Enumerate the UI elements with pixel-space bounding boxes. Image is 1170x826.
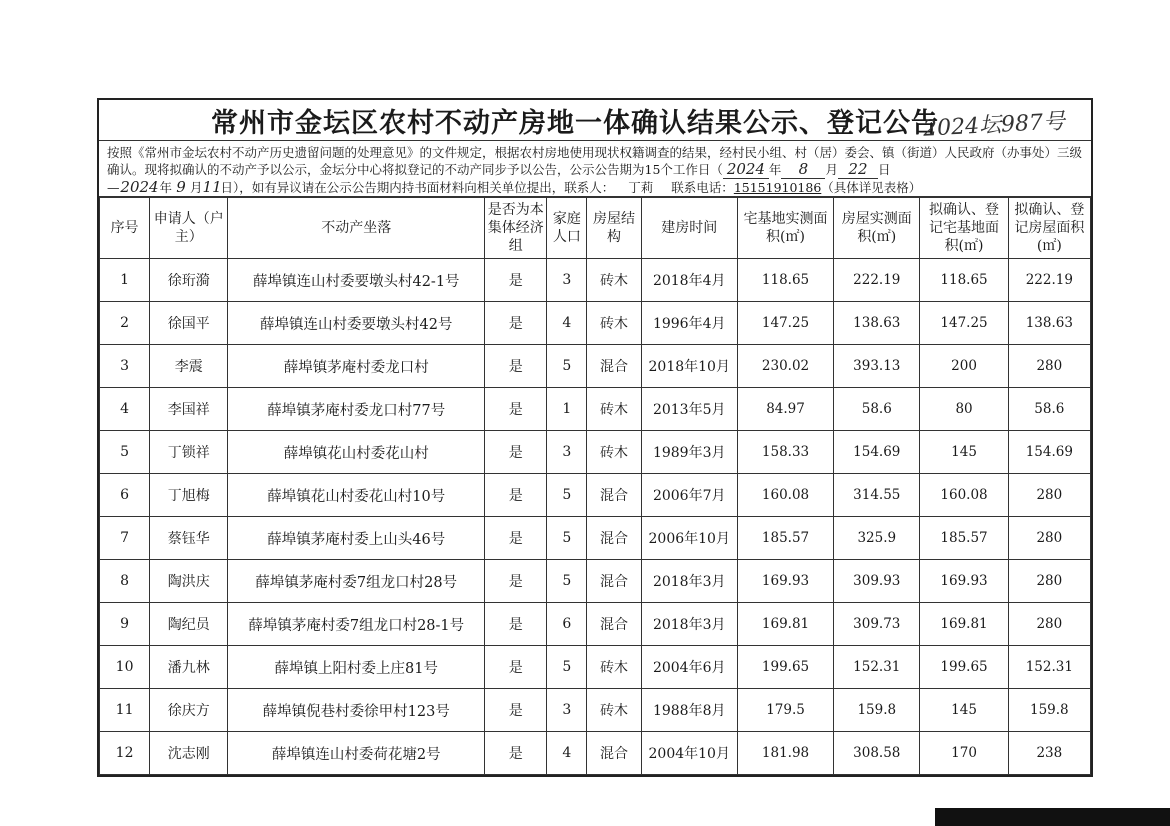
day-label: 日 — [877, 162, 891, 177]
table-body — [100, 259, 1091, 775]
end-month: 9 — [172, 179, 190, 197]
cell-confirmed-land: 145 — [920, 431, 1008, 474]
cell-applicant: 丁旭梅 — [150, 474, 228, 517]
cell-location: 薛埠镇倪巷村委徐甲村123号 — [228, 689, 485, 732]
cell-confirmed-land: 160.08 — [920, 474, 1008, 517]
start-year: 2024 — [723, 161, 769, 179]
cell-house-area: 309.93 — [834, 560, 920, 603]
cell-build-time: 2018年3月 — [641, 603, 737, 646]
cell-structure: 混合 — [587, 732, 641, 775]
cell-household: 4 — [547, 732, 587, 775]
cell-seq: 6 — [100, 474, 150, 517]
cell-confirmed-land: 118.65 — [920, 259, 1008, 302]
cell-build-time: 2018年10月 — [641, 345, 737, 388]
cell-household: 1 — [547, 388, 587, 431]
scan-edge-mark — [935, 808, 1170, 826]
cell-confirmed-house: 222.19 — [1008, 259, 1090, 302]
cell-house-area: 314.55 — [834, 474, 920, 517]
cell-applicant: 蔡钰华 — [150, 517, 228, 560]
header-seq: 序号 — [100, 198, 150, 259]
cell-household: 5 — [547, 646, 587, 689]
cell-seq: 2 — [100, 302, 150, 345]
cell-confirmed-house: 138.63 — [1008, 302, 1090, 345]
header-land-area: 宅基地实测面积(㎡) — [737, 198, 833, 259]
cell-location: 薛埠镇茅庵村委龙口村 — [228, 345, 485, 388]
table-row — [100, 603, 1091, 646]
cell-household: 6 — [547, 603, 587, 646]
cell-confirmed-house: 280 — [1008, 474, 1090, 517]
cell-house-area: 58.6 — [834, 388, 920, 431]
cell-location: 薛埠镇花山村委花山村 — [228, 431, 485, 474]
start-month: 8 — [781, 161, 825, 179]
cell-confirmed-land: 145 — [920, 689, 1008, 732]
cell-house-area: 222.19 — [834, 259, 920, 302]
cell-member: 是 — [485, 259, 547, 302]
cell-land-area: 160.08 — [737, 474, 833, 517]
cell-house-area: 309.73 — [834, 603, 920, 646]
cell-confirmed-land: 169.81 — [920, 603, 1008, 646]
cell-applicant: 陶洪庆 — [150, 560, 228, 603]
cell-land-area: 169.81 — [737, 603, 833, 646]
cell-build-time: 1989年3月 — [641, 431, 737, 474]
end-year: 2024 — [120, 178, 159, 196]
cell-confirmed-house: 280 — [1008, 517, 1090, 560]
notice-text-1: 按照《常州市金坛农村不动产历史遗留问题的处理意见》的文件规定，根据农村房地使用现状权籍调查的结果，经村民小组、村（居）委会、镇（街道）人民政府（办事处）三级确认。现将拟确认的不动产予以公示，金坛分中心将拟登记的不动产同步予以公告，公示公告期为15个工作日（ — [107, 145, 1083, 177]
cell-land-area: 158.33 — [737, 431, 833, 474]
cell-structure: 混合 — [587, 345, 641, 388]
cell-land-area: 185.57 — [737, 517, 833, 560]
table-row — [100, 259, 1091, 302]
cell-build-time: 2006年7月 — [641, 474, 737, 517]
cell-member: 是 — [485, 345, 547, 388]
header-household: 家庭人口 — [547, 198, 587, 259]
cell-confirmed-land: 199.65 — [920, 646, 1008, 689]
cell-household: 3 — [547, 431, 587, 474]
table-row — [100, 345, 1091, 388]
cell-location: 薛埠镇花山村委花山村10号 — [228, 474, 485, 517]
cell-build-time: 2013年5月 — [641, 388, 737, 431]
cell-household: 3 — [547, 259, 587, 302]
cell-member: 是 — [485, 689, 547, 732]
cell-member: 是 — [485, 517, 547, 560]
header-build-time: 建房时间 — [641, 198, 737, 259]
cell-household: 5 — [547, 560, 587, 603]
table-row — [100, 474, 1091, 517]
month-label: 月 — [825, 162, 838, 177]
notice-text-3: （具体详见表格） — [821, 180, 922, 195]
cell-confirmed-land: 147.25 — [920, 302, 1008, 345]
table-row — [100, 560, 1091, 603]
cell-confirmed-land: 185.57 — [920, 517, 1008, 560]
header-structure: 房屋结构 — [587, 198, 641, 259]
cell-structure: 混合 — [587, 474, 641, 517]
cell-build-time: 1996年4月 — [641, 302, 737, 345]
cell-land-area: 118.65 — [737, 259, 833, 302]
cell-house-area: 393.13 — [834, 345, 920, 388]
cell-build-time: 1988年8月 — [641, 689, 737, 732]
table-row — [100, 689, 1091, 732]
header-applicant: 申请人（户主） — [150, 198, 228, 259]
cell-seq: 9 — [100, 603, 150, 646]
title-row — [99, 100, 1091, 141]
year-label: 年 — [768, 162, 782, 177]
cell-member: 是 — [485, 388, 547, 431]
cell-structure: 砖木 — [587, 259, 641, 302]
cell-house-area: 152.31 — [834, 646, 920, 689]
table-header-row — [100, 198, 1091, 259]
cell-structure: 砖木 — [587, 689, 641, 732]
cell-structure: 混合 — [587, 603, 641, 646]
cell-confirmed-house: 152.31 — [1008, 646, 1090, 689]
cell-land-area: 147.25 — [737, 302, 833, 345]
cell-build-time: 2004年10月 — [641, 732, 737, 775]
phone-number: 15151910186 — [733, 180, 822, 195]
notice-document — [97, 98, 1093, 777]
cell-household: 4 — [547, 302, 587, 345]
cell-member: 是 — [485, 560, 547, 603]
cell-build-time: 2006年10月 — [641, 517, 737, 560]
notice-paragraph — [99, 141, 1091, 197]
cell-location: 薛埠镇茅庵村委7组龙口村28号 — [228, 560, 485, 603]
cell-applicant: 李国祥 — [150, 388, 228, 431]
contact-name: 丁莉 — [614, 179, 667, 197]
end-year-label: 年 — [159, 180, 173, 195]
header-confirmed-land: 拟确认、登记宅基地面积(㎡) — [920, 198, 1008, 259]
cell-member: 是 — [485, 603, 547, 646]
cell-confirmed-house: 280 — [1008, 560, 1090, 603]
cell-applicant: 陶纪员 — [150, 603, 228, 646]
cell-seq: 4 — [100, 388, 150, 431]
header-location: 不动产坐落 — [228, 198, 485, 259]
phone-label: 联系电话： — [671, 180, 734, 195]
table-row — [100, 302, 1091, 345]
date-dash: — — [107, 180, 120, 195]
cell-seq: 12 — [100, 732, 150, 775]
cell-seq: 8 — [100, 560, 150, 603]
cell-applicant: 徐珩漪 — [150, 259, 228, 302]
cell-location: 薛埠镇连山村委荷花塘2号 — [228, 732, 485, 775]
cell-location: 薛埠镇连山村委要墩头村42号 — [228, 302, 485, 345]
cell-house-area: 308.58 — [834, 732, 920, 775]
end-day: 11 — [202, 178, 222, 196]
cell-applicant: 潘九林 — [150, 646, 228, 689]
cell-household: 5 — [547, 517, 587, 560]
cell-location: 薛埠镇茅庵村委龙口村77号 — [228, 388, 485, 431]
cell-confirmed-house: 280 — [1008, 345, 1090, 388]
handwritten-doc-number: 2024坛987号 — [922, 109, 1066, 142]
document-title: 常州市金坛区农村不动产房地一体确认结果公示、登记公告 — [211, 107, 939, 139]
cell-confirmed-house: 154.69 — [1008, 431, 1090, 474]
cell-land-area: 169.93 — [737, 560, 833, 603]
cell-structure: 砖木 — [587, 388, 641, 431]
cell-structure: 混合 — [587, 517, 641, 560]
cell-structure: 砖木 — [587, 302, 641, 345]
cell-confirmed-land: 80 — [920, 388, 1008, 431]
cell-house-area: 154.69 — [834, 431, 920, 474]
cell-confirmed-house: 238 — [1008, 732, 1090, 775]
cell-location: 薛埠镇茅庵村委上山头46号 — [228, 517, 485, 560]
header-member: 是否为本集体经济组 — [485, 198, 547, 259]
cell-structure: 砖木 — [587, 431, 641, 474]
cell-member: 是 — [485, 646, 547, 689]
cell-seq: 11 — [100, 689, 150, 732]
cell-seq: 10 — [100, 646, 150, 689]
cell-applicant: 徐庆方 — [150, 689, 228, 732]
cell-seq: 3 — [100, 345, 150, 388]
table-row — [100, 732, 1091, 775]
header-house-area: 房屋实测面积(㎡) — [834, 198, 920, 259]
cell-house-area: 159.8 — [834, 689, 920, 732]
cell-member: 是 — [485, 474, 547, 517]
cell-applicant: 徐国平 — [150, 302, 228, 345]
cell-applicant: 沈志刚 — [150, 732, 228, 775]
cell-build-time: 2018年3月 — [641, 560, 737, 603]
cell-house-area: 325.9 — [834, 517, 920, 560]
cell-seq: 5 — [100, 431, 150, 474]
cell-build-time: 2004年6月 — [641, 646, 737, 689]
cell-household: 3 — [547, 689, 587, 732]
table-row — [100, 431, 1091, 474]
cell-confirmed-house: 159.8 — [1008, 689, 1090, 732]
cell-seq: 7 — [100, 517, 150, 560]
cell-land-area: 230.02 — [737, 345, 833, 388]
results-table — [99, 197, 1091, 775]
cell-house-area: 138.63 — [834, 302, 920, 345]
cell-confirmed-house: 280 — [1008, 603, 1090, 646]
cell-confirmed-land: 169.93 — [920, 560, 1008, 603]
cell-confirmed-house: 58.6 — [1008, 388, 1090, 431]
header-confirmed-house: 拟确认、登记房屋面积(㎡) — [1008, 198, 1090, 259]
cell-land-area: 84.97 — [737, 388, 833, 431]
cell-land-area: 181.98 — [737, 732, 833, 775]
cell-confirmed-land: 170 — [920, 732, 1008, 775]
cell-confirmed-land: 200 — [920, 345, 1008, 388]
end-month-label: 月 — [190, 180, 203, 195]
cell-seq: 1 — [100, 259, 150, 302]
cell-member: 是 — [485, 732, 547, 775]
start-day: 22 — [838, 161, 878, 179]
cell-location: 薛埠镇茅庵村委7组龙口村28-1号 — [228, 603, 485, 646]
cell-structure: 砖木 — [587, 646, 641, 689]
cell-location: 薛埠镇连山村委要墩头村42-1号 — [228, 259, 485, 302]
cell-location: 薛埠镇上阳村委上庄81号 — [228, 646, 485, 689]
notice-text-2: 日），如有异议请在公示公告期内持书面材料向相关单位提出，联系人： — [220, 180, 615, 195]
table-row — [100, 388, 1091, 431]
cell-household: 5 — [547, 474, 587, 517]
table-row — [100, 646, 1091, 689]
cell-household: 5 — [547, 345, 587, 388]
table-row — [100, 517, 1091, 560]
cell-structure: 混合 — [587, 560, 641, 603]
cell-build-time: 2018年4月 — [641, 259, 737, 302]
cell-land-area: 179.5 — [737, 689, 833, 732]
cell-applicant: 丁锁祥 — [150, 431, 228, 474]
cell-member: 是 — [485, 431, 547, 474]
cell-applicant: 李震 — [150, 345, 228, 388]
cell-member: 是 — [485, 302, 547, 345]
cell-land-area: 199.65 — [737, 646, 833, 689]
